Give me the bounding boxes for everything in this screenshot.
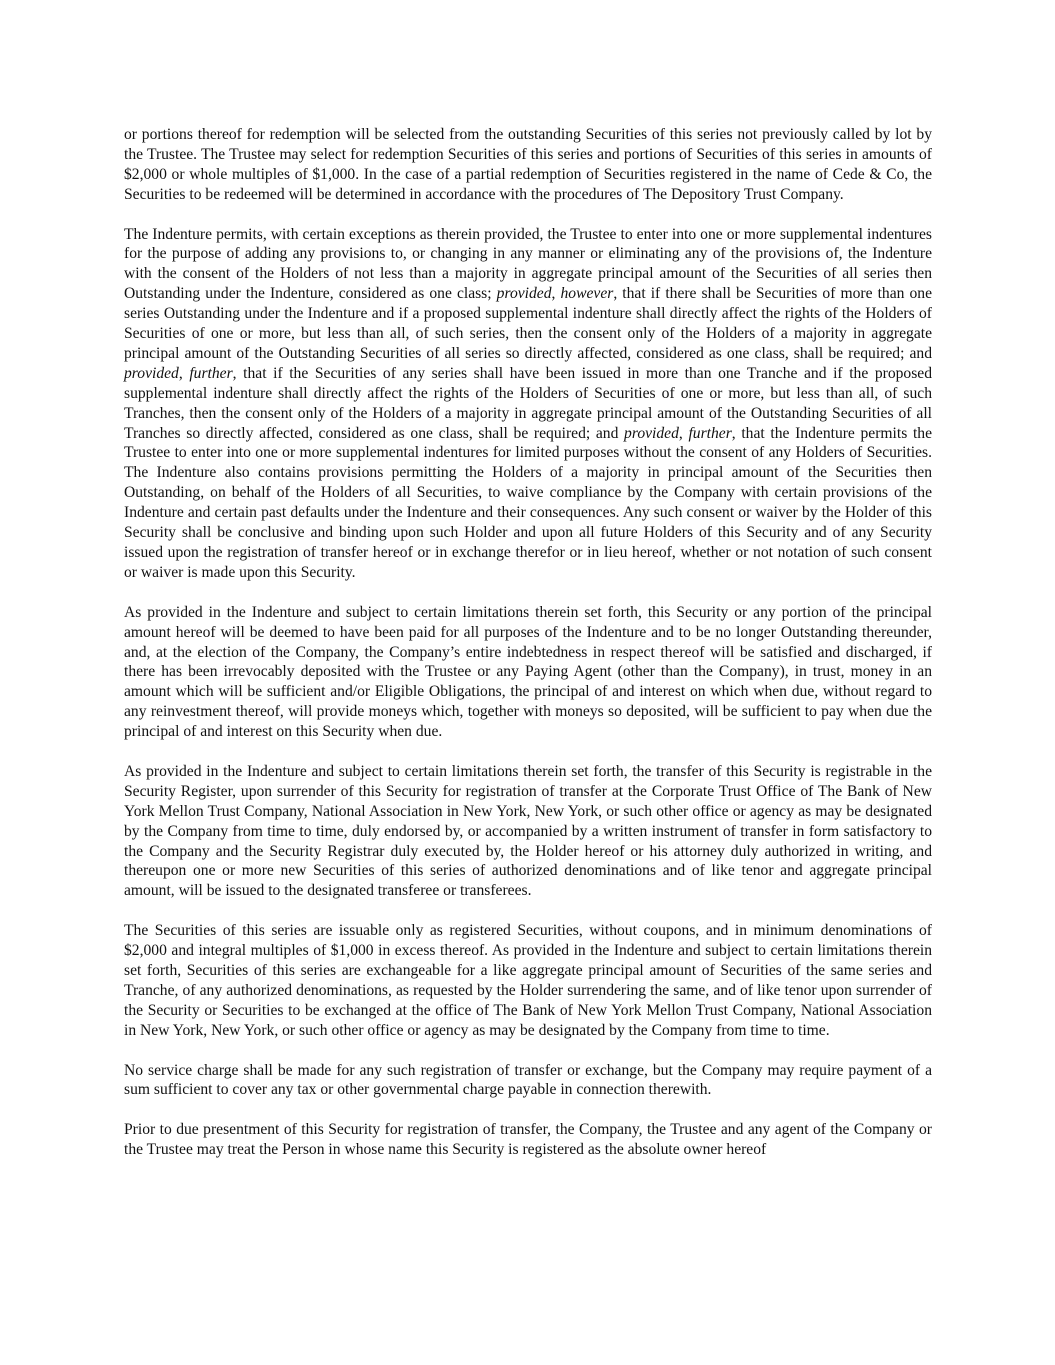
text-segment: , that the Indenture permits the Trustee to enter into one or more supplemental indentures for limited purposes without the consent of any Holders of Securities. The Indenture also contains provisions permitting the Holders of a majority in principal amount of the Securities then Outstanding, on behalf of the Holders of all Securities, to waive compliance by the Company with certain provisions of the Indenture and certain past defaults under the Indenture and their consequences. Any such consent or waiver by the Holder of this Security shall be conclusive and binding upon such Holder and upon all future Holders of this Security and of any Security issued upon the registration of transfer hereof or in exchange therefor or in lieu hereof, whether or not notation of such consent or waiver is made upon this Security. (124, 424, 932, 581)
paragraph-defeasance (124, 603, 932, 742)
text-segment: Prior to due presentment of this Security for registration of transfer, the Company, the Trustee and any agent of the Company or the Trustee may treat the Person in whose name this Security is registered as the absolute owner hereof (124, 1121, 932, 1159)
text-segment: , (678, 424, 689, 442)
paragraph-denominations-exchange (124, 921, 932, 1040)
paragraph-presentment (124, 1120, 932, 1160)
text-segment: No service charge shall be made for any such registration of transfer or exchange, but the Company may require payment of a sum sufficient to cover any tax or other governmental charge payable in connection therewith. (124, 1061, 932, 1099)
paragraph-redemption-selection (124, 125, 932, 205)
text-segment: , that if there shall be Securities of more than one series Outstanding under the Indenture and if a proposed supplemental indenture shall directly affect the rights of the Holders of Securities of one or more, but less than all, of such series, then the consent only of the Holders of a majority in aggregate principal amount of the Outstanding Securities of all series so directly affected, considered as one class, shall be required; and (124, 285, 932, 362)
paragraph-service-charge (124, 1061, 932, 1101)
document-page (124, 125, 932, 1160)
text-segment: , (178, 364, 190, 382)
text-segment: , that if the Securities of any series shall have been issued in more than one Tranche and if the proposed supplemental indenture shall directly affect the rights of the Holders of Securities of one or more, but less than all, of such Tranches, then the consent only of the Holders of a majority in aggregate principal amount of the Outstanding Securities of all Tranches so directly affected, considered as one class, shall be required; and (124, 364, 933, 442)
text-segment: The Securities of this series are issuable only as registered Securities, without coupons, and in minimum denominations of $2,000 and integral multiples of $1,000 in excess thereof. As provided in the Indenture and subject to certain limitations therein set forth, Securities of this series are exchangeable for a like aggregate principal amount of Securities of the same series and Tranche, of any authorized denominations, as requested by the Holder surrendering the same, and of like tenor upon surrender of the Security or Securities to be exchanged at the office of The Bank of New York Mellon Trust Company, National Association in New York, New York, or such other office or agency as may be designated by the Company from time to time. (124, 922, 932, 1039)
text-segment: As provided in the Indenture and subject to certain limitations therein set forth, the transfer of this Security is registrable in the Security Register, upon surrender of this Security for registration of transfer at the Corporate Trust Office of The Bank of New York Mellon Trust Company, National Association in New York, New York, or such other office or agency as may be designated by the Company from time to time, duly endorsed by, or accompanied by a written instrument of transfer in form satisfactory to the Company and the Security Registrar duly executed by, the Holder hereof or his attorney duly authorized in writing, and thereupon one or more new Securities of this series of authorized denominations and of like tenor and aggregate principal amount, will be issued to the designated transferee or transferees. (124, 762, 932, 900)
text-segment: The Indenture permits, with certain exceptions as therein provided, the Trustee to enter into one or more supplemental indentures for the purpose of adding any provisions to, or changing in any manner or eliminating any of the provisions of, the Indenture with the consent of the Holders of not less than a majority in aggregate principal amount of the Securities of all series then Outstanding under the Indenture, considered as one class; (124, 225, 932, 303)
text-segment: or portions thereof for redemption will be selected from the outstanding Securities of this series not previously called by lot by the Trustee. The Trustee may select for redemption Securities of this series and portions of Securities of this series in amounts of $2,000 or whole multiples of $1,000. In the case of a partial redemption of Securities registered in the name of Cede & Co, the Securities to be redeemed will be determined in accordance with the procedures of The Depository Trust Company. (124, 126, 932, 203)
paragraph-supplemental-indentures (124, 225, 932, 583)
italic-term: provided (624, 424, 679, 442)
italic-term: however (560, 285, 614, 303)
italic-term: provided (124, 364, 179, 382)
text-segment: As provided in the Indenture and subject to certain limitations therein set forth, this Security or any portion of the principal amount hereof will be deemed to have been paid for all purposes of the Indenture and to be no longer Outstanding thereunder, and, at the election of the Company, the Company’s entire indebtedness in respect thereof will be satisfied and discharged, if there has been irrevocably deposited with the Trustee or any Paying Agent (other than the Company), in trust, money in an amount which will be sufficient and/or Eligible Obligations, the principal of and interest on which when due, without regard to any reinvestment thereof, will provide moneys which, together with moneys so deposited, will be sufficient to pay when due the principal of and interest on this Security when due. (124, 603, 932, 741)
italic-term: further (189, 364, 233, 382)
text-segment: , (551, 285, 561, 303)
paragraph-transfer-registration (124, 762, 932, 901)
italic-term: further (688, 424, 732, 442)
italic-term: provided (496, 285, 552, 303)
